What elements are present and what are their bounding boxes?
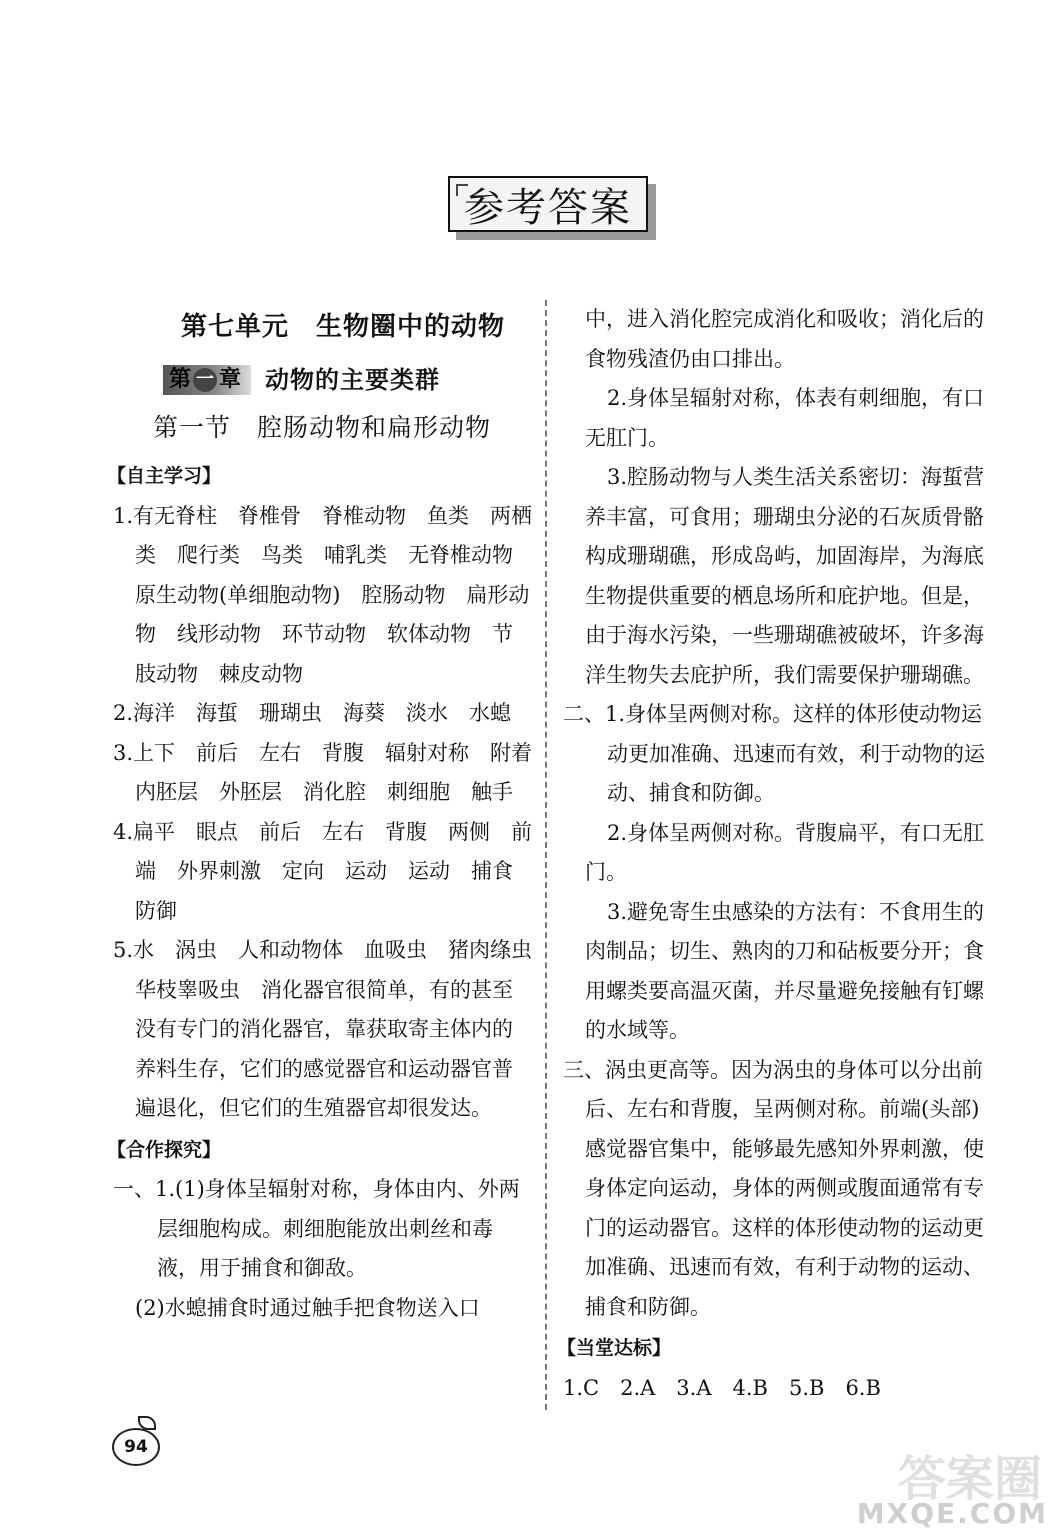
page-title: 参考答案 bbox=[448, 176, 648, 232]
cooperate-q1-3: 3.腔肠动物与人类生活关系密切：海蜇营养丰富，可食用；珊瑚虫分泌的石灰质骨骼构成珊瑚礁，形成岛屿，加固海岸，为海底生物提供重要的栖息场所和庇护地。但是，由于海水污染，一些珊瑚礁被破坏，许多海洋生物失去庇护所，我们需要保护珊瑚礁。 bbox=[585, 465, 985, 687]
cooperate-q1-2: 2.身体呈辐射对称，体表有刺细胞，有口无肛门。 bbox=[585, 386, 985, 450]
watermark bbox=[856, 1440, 1048, 1530]
cooperate-q1-part1: 一、1.(1)身体呈辐射对称，身体由内、外两层细胞构成。刺细胞能放出刺丝和毒液，用于捕食和御敌。 bbox=[113, 1177, 520, 1280]
cooperate-q2-1: 二、1.身体呈两侧对称。这样的体形使动物运动更加准确、迅速而有效，利于动物的运动、捕食和防御。 bbox=[563, 702, 985, 805]
column-divider bbox=[545, 300, 547, 1410]
chapter-heading bbox=[163, 362, 533, 398]
self-study-item-3: 3.上下 前后 左右 背腹 辐射对称 附着 内胚层 外胚层 消化腔 刺细胞 触手 bbox=[113, 740, 554, 804]
watermark-site: MXQE.COM bbox=[856, 1497, 1048, 1530]
chapter-badge bbox=[163, 365, 251, 395]
cooperate-q3: 三、涡虫更高等。因为涡虫的身体可以分出前后、左右和背腹，呈两侧对称。前端(头部)感觉器官集中，能够最先感知外界刺激，使身体定向运动，身体的两侧或腹面通常有专门的运动器官。这样的体形使动物的运动更加准确、迅速而有效，有利于动物的运动、捕食和防御。 bbox=[563, 1057, 984, 1319]
unit-title: 第七单元 生物圈中的动物 bbox=[180, 312, 505, 342]
chapter-prefix: 第 bbox=[169, 365, 192, 392]
self-study-item-4: 4.扁平 眼点 前后 左右 背腹 两侧 前端 外界刺激 定向 运动 运动 捕食 防御 bbox=[113, 819, 534, 923]
chapter-suffix: 章 bbox=[219, 365, 242, 392]
right-column bbox=[557, 300, 988, 1408]
self-study-item-2: 2.海洋 海蜇 珊瑚虫 海葵 淡水 水螅 bbox=[113, 701, 512, 725]
cooperate-q2-3: 3.避免寄生虫感染的方法有：不食用生的肉制品；切生、熟肉的刀和砧板要分开；食用螺类要高温灭菌，并尽量避免接触有钉螺的水域等。 bbox=[585, 899, 985, 1042]
cooperate-q2-2: 2.身体呈两侧对称。背腹扁平，有口无肛门。 bbox=[585, 820, 985, 884]
self-study-tag: 【自主学习】 bbox=[107, 465, 222, 487]
page-title-box bbox=[448, 176, 648, 238]
watermark-logo: 答案圈 bbox=[897, 1451, 1042, 1507]
in-class-tag: 【当堂达标】 bbox=[557, 1337, 672, 1359]
cooperate-q1-part2: (2)水螅捕食时通过触手把食物送入口 bbox=[135, 1295, 480, 1320]
chapter-number: 一 bbox=[193, 368, 217, 392]
left-column bbox=[107, 300, 554, 1328]
page-number: 94 bbox=[112, 1428, 160, 1466]
self-study-item-5: 5.水 涡虫 人和动物体 血吸虫 猪肉绦虫 华枝睾吸虫 消化器官很简单，有的甚至没有专门的消化器官，靠获取寄主体内的养料生存，它们的感觉器官和运动器官普遍退化，但它们的生殖器官却很发达。 bbox=[113, 938, 554, 1120]
cooperate-tag: 【合作探究】 bbox=[107, 1138, 222, 1161]
in-class-answers: 1.C 2.A 3.A 4.B 5.B 6.B bbox=[563, 1375, 881, 1400]
section-title: 第一节 腔肠动物和扁形动物 bbox=[153, 412, 492, 442]
chapter-title: 动物的主要类群 bbox=[265, 364, 441, 394]
title-corner-mark bbox=[456, 184, 468, 196]
cooperate-q1-continued: 中，进入消化腔完成消化和吸收；消化后的食物残渣仍由口排出。 bbox=[585, 307, 984, 371]
self-study-item-1: 1.有无脊柱 脊椎骨 脊椎动物 鱼类 两栖类 爬行类 鸟类 哺乳类 无脊椎动物 原生动物(单细胞动物) 腔肠动物 扁形动物 线形动物 环节动物 软体动物 节肢动物 棘皮动物 bbox=[113, 503, 534, 686]
